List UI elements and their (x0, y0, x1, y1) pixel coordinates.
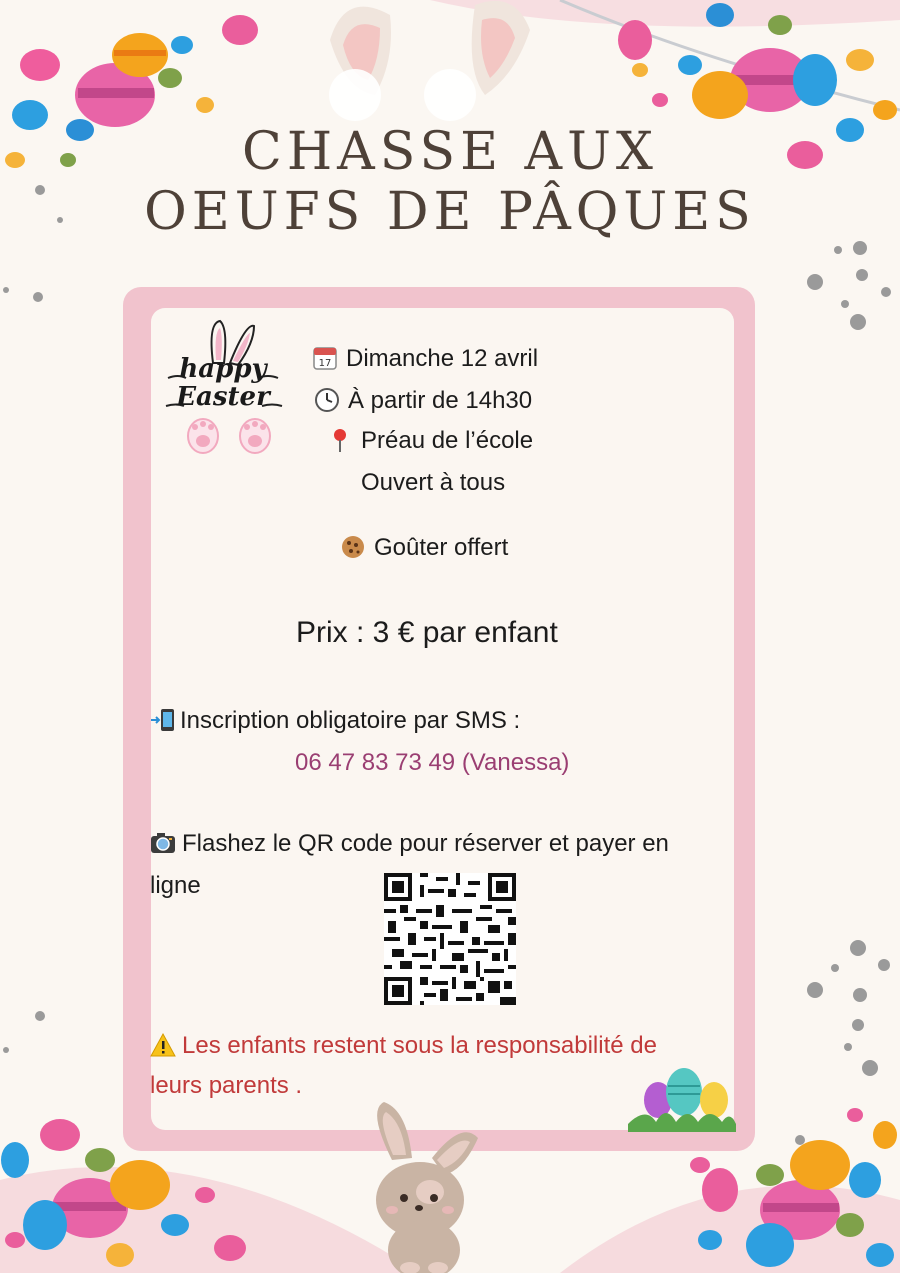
svg-text:17: 17 (318, 358, 332, 369)
eggs-grass-icon (626, 1064, 738, 1132)
event-date-text: Dimanche 12 avril (346, 345, 539, 372)
paw-left-icon (188, 419, 218, 453)
event-snack (340, 533, 508, 563)
qr-instruction-line-2: ligne (150, 872, 201, 899)
bunny-icon (362, 1100, 480, 1273)
phone-icon (150, 707, 176, 733)
qr-instruction-text-1: Flashez le QR code pour réserver et payer en (182, 830, 669, 857)
pin-icon (327, 427, 353, 453)
qr-instruction-line-1 (150, 829, 669, 859)
warning-line-1 (150, 1031, 657, 1061)
qr-code[interactable] (384, 873, 516, 1005)
event-time-text: À partir de 14h30 (348, 387, 533, 414)
calendar-icon (312, 345, 338, 371)
warning-line-2: leurs parents . (150, 1072, 303, 1099)
happy-easter-badge (158, 318, 288, 458)
title-line-1: CHASSE AUX (242, 122, 658, 182)
badge-line-2: Easter (176, 382, 270, 412)
cookie-icon (340, 534, 366, 560)
event-place (327, 426, 533, 456)
warning-icon (150, 1032, 176, 1058)
paw-right-icon (240, 419, 270, 453)
event-date (312, 344, 538, 374)
title-line-2: OEUFS DE PÂQUES (144, 182, 756, 242)
event-place-text: Préau de l’école (361, 427, 534, 454)
event-price: Prix : 3 € par enfant (296, 616, 558, 649)
event-open: Ouvert à tous (361, 469, 506, 496)
camera-icon (150, 830, 176, 856)
clock-icon (314, 387, 340, 413)
warning-text-1: Les enfants restent sous la responsabilité de (182, 1032, 657, 1059)
event-time (314, 386, 532, 416)
event-registration (150, 706, 520, 736)
event-snack-text: Goûter offert (374, 534, 509, 561)
badge-line-1: happy (179, 354, 267, 384)
event-registration-text: Inscription obligatoire par SMS : (180, 707, 521, 734)
phone-number[interactable]: 06 47 83 73 49 (Vanessa) (295, 749, 570, 776)
